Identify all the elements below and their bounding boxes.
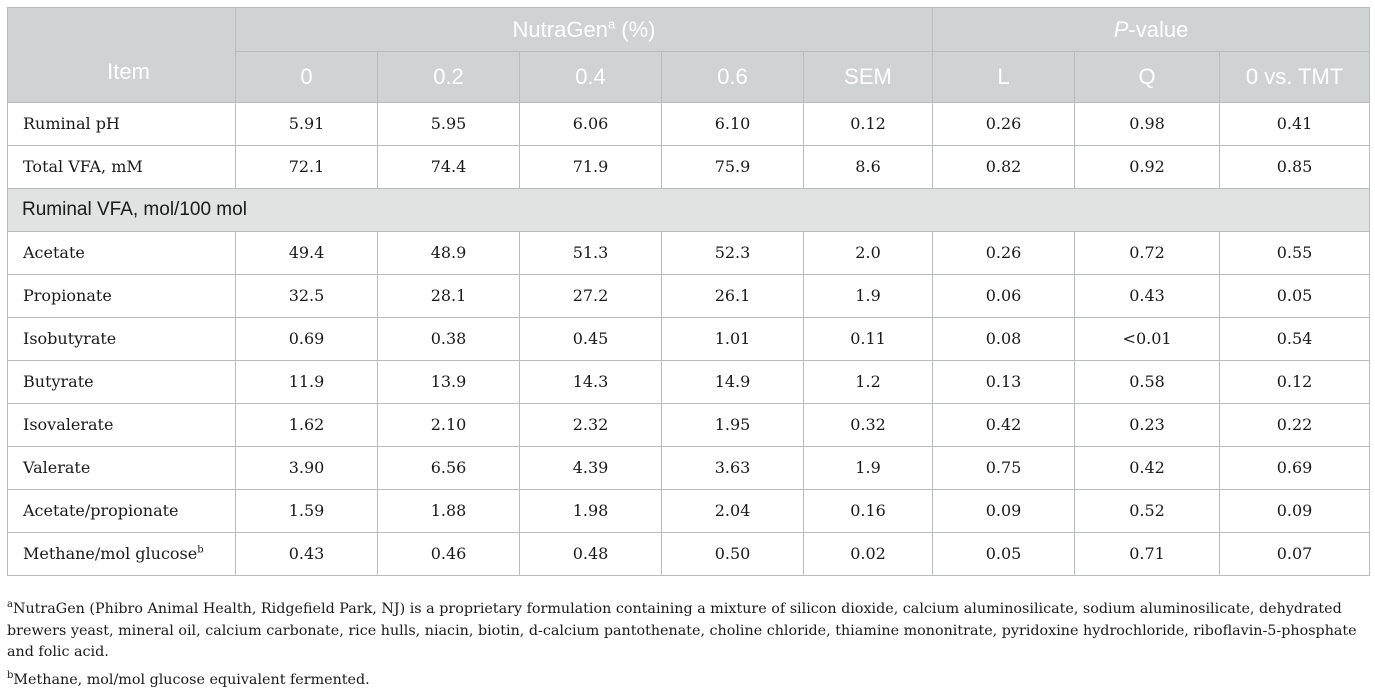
table-cell: 0.12 <box>1220 360 1370 403</box>
table-row <box>8 145 1370 188</box>
table-cell: 8.6 <box>804 145 933 188</box>
table-cell: 0.45 <box>520 317 662 360</box>
row-label-text: Methane/mol glucose <box>23 544 197 563</box>
table-cell: 14.9 <box>662 360 804 403</box>
table-cell: 0.75 <box>933 446 1075 489</box>
table-cell: 0.43 <box>236 532 378 575</box>
table-cell: 0.69 <box>236 317 378 360</box>
table-body-section <box>8 188 1370 231</box>
table-cell: 1.2 <box>804 360 933 403</box>
table-cell: 1.01 <box>662 317 804 360</box>
table-cell: 0.11 <box>804 317 933 360</box>
table-cell: 0.71 <box>1075 532 1220 575</box>
table-cell: 1.98 <box>520 489 662 532</box>
table-cell: 0.42 <box>933 403 1075 446</box>
table-cell: 0.38 <box>378 317 520 360</box>
header-col: 0.6 <box>662 52 804 103</box>
table-cell: 0.09 <box>1220 489 1370 532</box>
header-col: 0 <box>236 52 378 103</box>
row-label-text: Total VFA, mM <box>23 157 143 176</box>
table-row <box>8 102 1370 145</box>
table-cell: 32.5 <box>236 274 378 317</box>
table-cell: 48.9 <box>378 231 520 274</box>
row-label <box>8 403 236 446</box>
header-group-nutragen-sup: a <box>608 16 615 31</box>
table-cell: 1.88 <box>378 489 520 532</box>
table-cell: 0.26 <box>933 231 1075 274</box>
table-row <box>8 231 1370 274</box>
row-label <box>8 446 236 489</box>
table-cell: 1.9 <box>804 446 933 489</box>
header-col: 0 vs. TMT <box>1220 52 1370 103</box>
table-cell: 6.56 <box>378 446 520 489</box>
header-row-columns <box>8 52 1370 103</box>
table-cell: 0.92 <box>1075 145 1220 188</box>
row-label <box>8 489 236 532</box>
table-cell: 5.91 <box>236 102 378 145</box>
table-cell: 0.22 <box>1220 403 1370 446</box>
row-label-text: Ruminal pH <box>23 114 120 133</box>
table-cell: 11.9 <box>236 360 378 403</box>
table-row <box>8 403 1370 446</box>
header-col: SEM <box>804 52 933 103</box>
footnote-a-text: NutraGen (Phibro Animal Health, Ridgefield Park, NJ) is a proprietary formulation containing a mixture of silicon dioxide, calcium aluminosilicate, sodium aluminosilicate, dehydrated brewers yeast, mineral oil, calcium carbonate, rice hulls, niacin, biotin, d-calcium pantothenate, choline chloride, thiamine mononitrate, pyridoxine hydrochloride, riboflavin-5-phosphate and folic acid. <box>7 601 1357 660</box>
header-row-groups <box>8 8 1370 52</box>
table-cell: 0.46 <box>378 532 520 575</box>
row-label <box>8 317 236 360</box>
table-cell: 13.9 <box>378 360 520 403</box>
table-row <box>8 532 1370 575</box>
row-label-text: Propionate <box>23 286 112 305</box>
table-cell: 2.32 <box>520 403 662 446</box>
table-cell: 3.63 <box>662 446 804 489</box>
table-cell: 0.02 <box>804 532 933 575</box>
table-cell: 2.10 <box>378 403 520 446</box>
footnote-a-mark: a <box>7 599 13 610</box>
table-cell: 0.58 <box>1075 360 1220 403</box>
table-row <box>8 274 1370 317</box>
header-group-pvalue-rest: -value <box>1128 17 1188 42</box>
table-body-top <box>8 102 1370 188</box>
header-group-pvalue <box>933 8 1370 52</box>
table-cell: <0.01 <box>1075 317 1220 360</box>
table-cell: 0.05 <box>1220 274 1370 317</box>
row-label <box>8 360 236 403</box>
row-label <box>8 532 236 575</box>
table-row <box>8 446 1370 489</box>
table-cell: 0.98 <box>1075 102 1220 145</box>
table-cell: 0.12 <box>804 102 933 145</box>
table-cell: 0.54 <box>1220 317 1370 360</box>
table-cell: 1.9 <box>804 274 933 317</box>
table-cell: 0.08 <box>933 317 1075 360</box>
table-cell: 0.13 <box>933 360 1075 403</box>
table-cell: 0.41 <box>1220 102 1370 145</box>
table-cell: 0.72 <box>1075 231 1220 274</box>
table-row <box>8 360 1370 403</box>
table-cell: 75.9 <box>662 145 804 188</box>
table-cell: 2.0 <box>804 231 933 274</box>
row-label-text: Isovalerate <box>23 415 113 434</box>
table-cell: 72.1 <box>236 145 378 188</box>
table-row <box>8 317 1370 360</box>
table-cell: 1.62 <box>236 403 378 446</box>
footnote-b-text: Methane, mol/mol glucose equivalent fermented. <box>13 672 369 688</box>
table-cell: 0.23 <box>1075 403 1220 446</box>
header-group-nutragen-text: NutraGen <box>513 17 608 42</box>
table-cell: 0.42 <box>1075 446 1220 489</box>
table-cell: 71.9 <box>520 145 662 188</box>
table-cell: 0.07 <box>1220 532 1370 575</box>
table-cell: 0.52 <box>1075 489 1220 532</box>
table-cell: 49.4 <box>236 231 378 274</box>
table-cell: 0.16 <box>804 489 933 532</box>
footnotes <box>7 599 1369 691</box>
table-cell: 6.06 <box>520 102 662 145</box>
row-label <box>8 231 236 274</box>
row-label-text: Butyrate <box>23 372 94 391</box>
table-cell: 0.85 <box>1220 145 1370 188</box>
table-cell: 0.82 <box>933 145 1075 188</box>
footnote-b <box>7 670 1369 691</box>
header-col: 0.4 <box>520 52 662 103</box>
table-cell: 0.09 <box>933 489 1075 532</box>
row-label <box>8 102 236 145</box>
row-label-text: Acetate/propionate <box>23 501 179 520</box>
section-label: Ruminal VFA, mol/100 mol <box>8 188 1370 231</box>
table-cell: 14.3 <box>520 360 662 403</box>
header-blank-cell <box>8 8 236 52</box>
table-cell: 0.43 <box>1075 274 1220 317</box>
header-group-nutragen <box>236 8 933 52</box>
table-cell: 0.05 <box>933 532 1075 575</box>
footnote-b-mark: b <box>7 670 13 681</box>
table-cell: 26.1 <box>662 274 804 317</box>
row-label-text: Valerate <box>23 458 90 477</box>
table-cell: 4.39 <box>520 446 662 489</box>
table-cell: 0.69 <box>1220 446 1370 489</box>
table-cell: 1.95 <box>662 403 804 446</box>
table-body-vfa <box>8 231 1370 575</box>
table-cell: 27.2 <box>520 274 662 317</box>
table-cell: 6.10 <box>662 102 804 145</box>
header-group-pvalue-italic: P <box>1114 17 1129 42</box>
header-item: Item <box>8 52 236 103</box>
header-group-nutragen-suffix: (%) <box>615 17 655 42</box>
table-cell: 52.3 <box>662 231 804 274</box>
table-cell: 0.55 <box>1220 231 1370 274</box>
table-cell: 28.1 <box>378 274 520 317</box>
table-cell: 0.26 <box>933 102 1075 145</box>
table-cell: 0.32 <box>804 403 933 446</box>
row-label <box>8 274 236 317</box>
table-cell: 3.90 <box>236 446 378 489</box>
table-cell: 74.4 <box>378 145 520 188</box>
table-cell: 0.50 <box>662 532 804 575</box>
footnote-a <box>7 599 1369 664</box>
table-cell: 5.95 <box>378 102 520 145</box>
table-cell: 51.3 <box>520 231 662 274</box>
table-cell: 2.04 <box>662 489 804 532</box>
table-cell: 1.59 <box>236 489 378 532</box>
row-label-sup: b <box>197 545 203 556</box>
row-label <box>8 145 236 188</box>
section-row <box>8 188 1370 231</box>
table-row <box>8 489 1370 532</box>
header-col: Q <box>1075 52 1220 103</box>
row-label-text: Isobutyrate <box>23 329 116 348</box>
header-col: 0.2 <box>378 52 520 103</box>
results-table <box>7 7 1370 576</box>
table-cell: 0.48 <box>520 532 662 575</box>
table-cell: 0.06 <box>933 274 1075 317</box>
row-label-text: Acetate <box>23 243 85 262</box>
header-col: L <box>933 52 1075 103</box>
